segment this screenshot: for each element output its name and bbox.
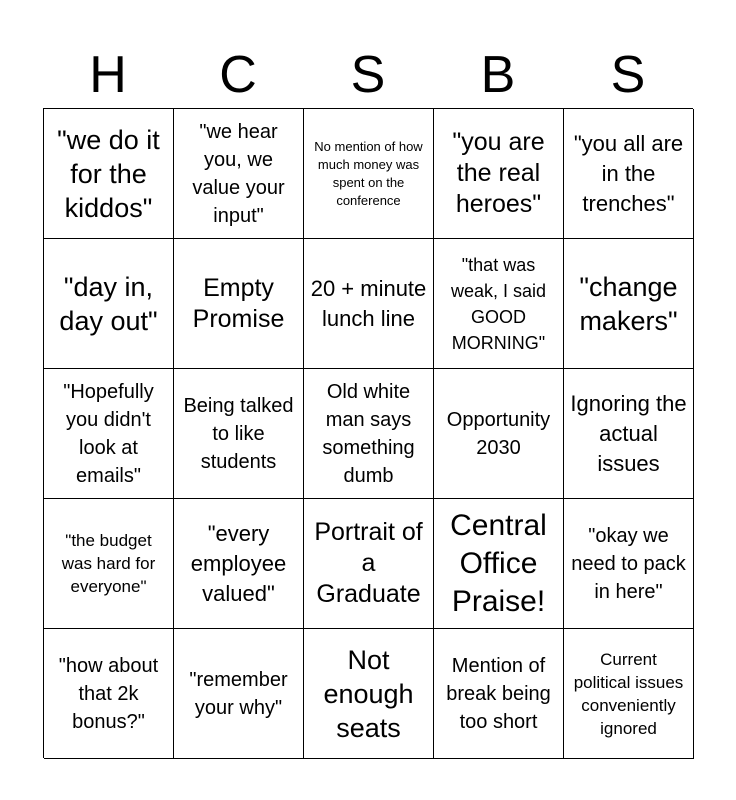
cell-text: "every employee valued" (190, 520, 287, 606)
bingo-cell-r4c3[interactable] (304, 499, 434, 629)
bingo-cell-r1c4[interactable] (434, 109, 564, 239)
bingo-cell-r3c4[interactable] (434, 369, 564, 499)
bingo-cell-r5c1[interactable] (44, 629, 174, 759)
cell-text: Portrait of a Graduate (314, 518, 423, 608)
cell-text: "change makers" (579, 271, 678, 336)
cell-text: "we hear you, we value your input" (192, 120, 285, 227)
cell-text: "day in, day out" (59, 271, 158, 336)
cell-text: "Hopefully you didn't look at emails" (63, 380, 154, 487)
bingo-cell-r5c2[interactable] (174, 629, 304, 759)
bingo-cell-r4c5[interactable] (564, 499, 694, 629)
header-letter-1: H (89, 46, 127, 104)
header-letter-3: S (350, 46, 386, 104)
cell-text: No mention of how much money was spent on the conference (314, 138, 423, 208)
cell-text: "okay we need to pack in here" (571, 524, 686, 603)
bingo-cell-r3c3[interactable] (304, 369, 434, 499)
bingo-header (43, 44, 693, 106)
bingo-cell-r5c4[interactable] (434, 629, 564, 759)
cell-text: Old white man says something dumb (322, 380, 415, 487)
bingo-cell-r5c5[interactable] (564, 629, 694, 759)
cell-text: Central Office Praise! (450, 508, 547, 618)
cell-text: "the budget was hard for everyone" (61, 531, 156, 596)
bingo-cell-r2c4[interactable] (434, 239, 564, 369)
bingo-cell-r1c1[interactable] (44, 109, 174, 239)
bingo-cell-r1c3[interactable] (304, 109, 434, 239)
cell-text: Not enough seats (323, 644, 414, 743)
bingo-cell-r4c1[interactable] (44, 499, 174, 629)
cell-text: "how about that 2k bonus?" (58, 654, 159, 733)
cell-text: "you are the real heroes" (452, 128, 545, 218)
cell-text: 20 + minute lunch line (310, 275, 427, 331)
bingo-cell-r3c1[interactable] (44, 369, 174, 499)
bingo-cell-r4c4[interactable] (434, 499, 564, 629)
bingo-cell-r4c2[interactable] (174, 499, 304, 629)
bingo-board (43, 108, 693, 758)
bingo-cell-r2c3[interactable] (304, 239, 434, 369)
header-letter-4: B (480, 46, 516, 104)
cell-text: "remember your why" (189, 668, 288, 719)
bingo-cell-r2c1[interactable] (44, 239, 174, 369)
header-letter-2: C (219, 46, 257, 104)
bingo-cell-r2c2[interactable] (174, 239, 304, 369)
header-letter-5: S (610, 46, 646, 104)
cell-text: Mention of break being too short (446, 654, 551, 733)
cell-text: "you all are in the trenches" (573, 130, 684, 216)
bingo-cell-r2c5[interactable] (564, 239, 694, 369)
bingo-cell-r1c5[interactable] (564, 109, 694, 239)
cell-text: Opportunity 2030 (446, 408, 551, 459)
bingo-cell-r5c3[interactable] (304, 629, 434, 759)
bingo-cell-r3c5[interactable] (564, 369, 694, 499)
bingo-cell-r3c2[interactable] (174, 369, 304, 499)
cell-text: "we do it for the kiddos" (57, 124, 160, 223)
cell-text: Current political issues conveniently ignored (573, 649, 684, 738)
cell-text: Ignoring the actual issues (570, 390, 687, 476)
cell-text: Empty Promise (192, 273, 285, 333)
cell-text: Being talked to like students (183, 394, 294, 473)
cell-text: "that was weak, I said GOOD MORNING" (450, 254, 547, 353)
bingo-cell-r1c2[interactable] (174, 109, 304, 239)
